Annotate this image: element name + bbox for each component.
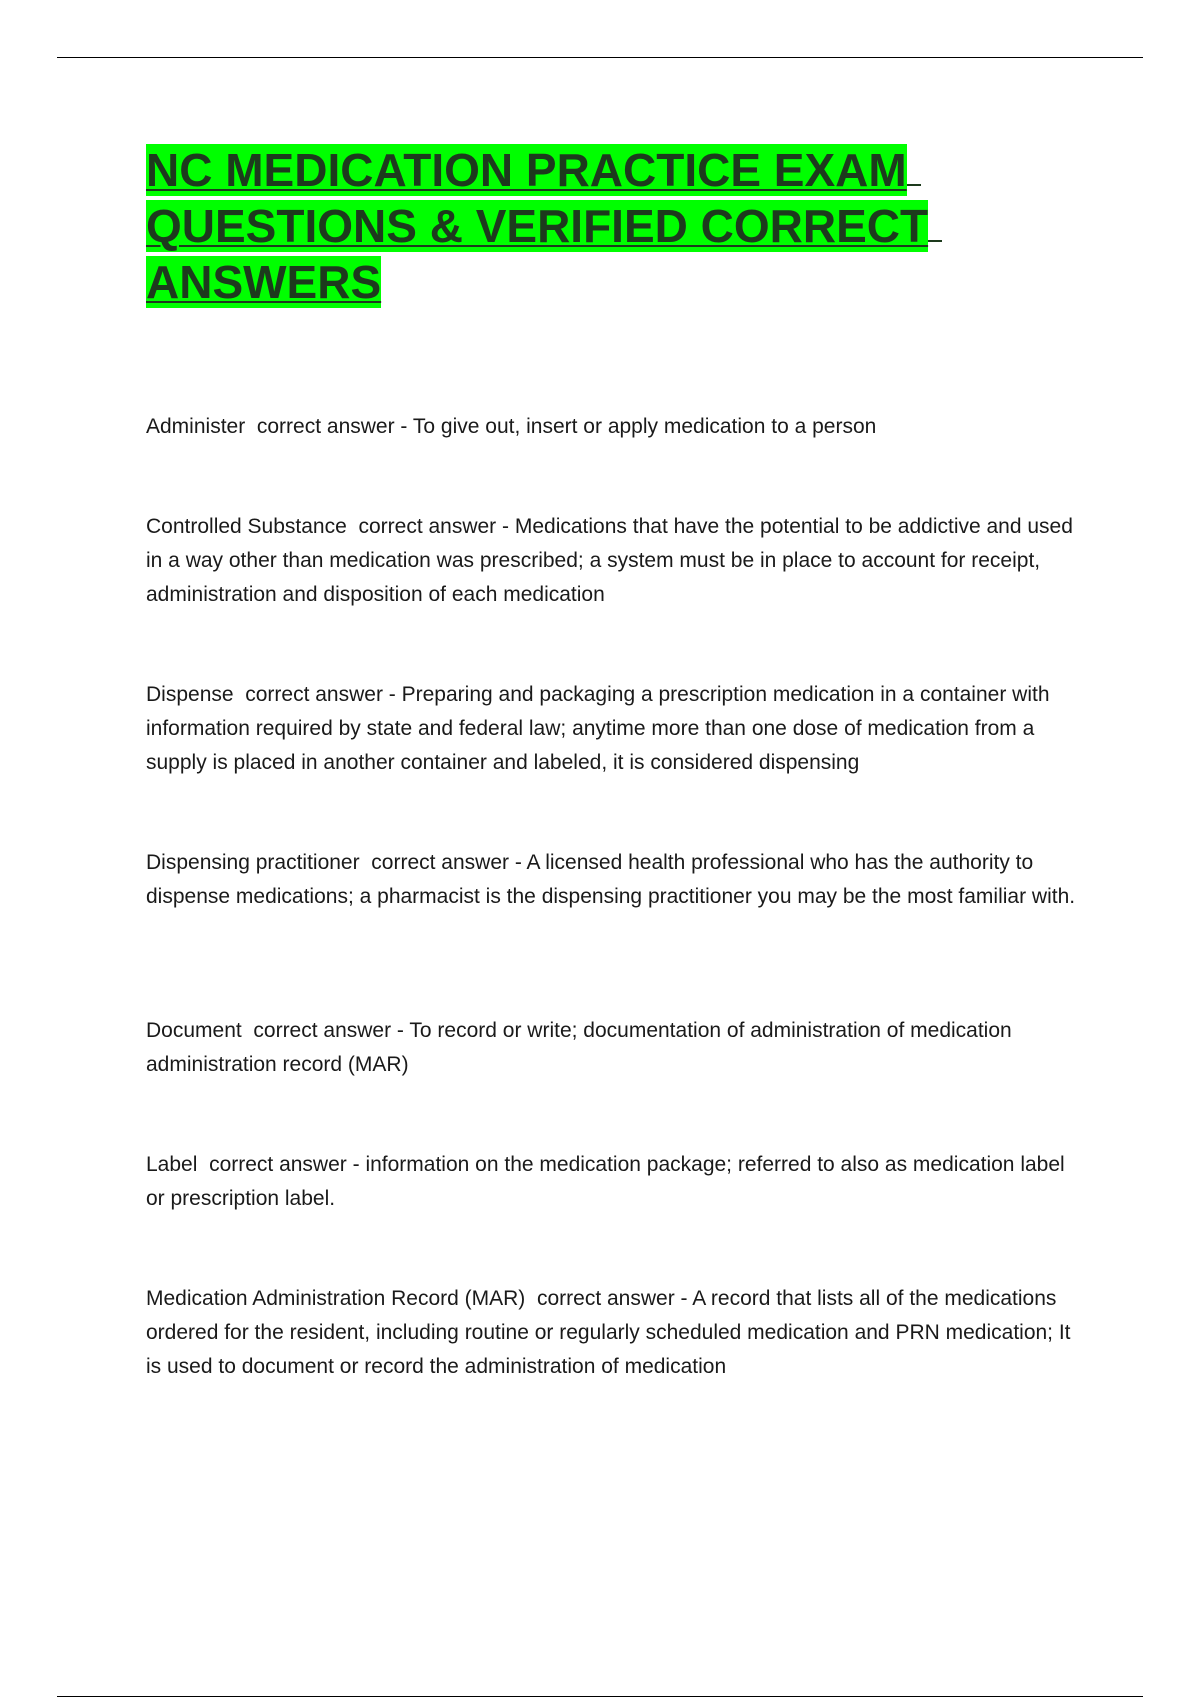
header-rule (57, 57, 1143, 58)
entry-term: Controlled Substance (146, 515, 347, 538)
entry-term: Medication Administration Record (MAR) (146, 1287, 526, 1310)
document-title (146, 142, 1006, 310)
qa-entry-label (146, 1148, 1086, 1216)
entry-connector: correct answer - (209, 1153, 360, 1176)
entry-connector: correct answer - (371, 851, 522, 874)
entry-definition: To give out, insert or apply medication to a person (412, 415, 877, 438)
entry-term: Label (146, 1153, 198, 1176)
footer-rule (57, 1696, 1143, 1697)
title-line: NC MEDICATION PRACTICE EXAM (146, 142, 1006, 198)
title-line: QUESTIONS & VERIFIED CORRECT (146, 198, 1006, 254)
entry-connector: correct answer - (253, 1019, 404, 1042)
entry-definition: Medications that have the potential to be addictive and used in a way other than medication was prescribed; a system must be in place to account for receipt, administration and disposition of each medication (146, 515, 1073, 606)
title-line: ANSWERS (146, 256, 382, 308)
entry-connector: correct answer - (358, 515, 510, 538)
entry-definition: information on the medication package; referred to also as medication label or prescription label. (146, 1153, 1065, 1210)
entry-definition: To record or write; documentation of administration of medication administration record (MAR) (146, 1019, 1012, 1076)
qa-entry-dispense (146, 678, 1086, 780)
qa-entry-mar (146, 1282, 1086, 1384)
entry-definition: A licensed health professional who has the authority to dispense medications; a pharmacist is the dispensing practitioner you may be the most familiar with. (146, 851, 1076, 908)
entry-term: Dispensing practitioner (146, 851, 360, 874)
qa-entry-document (146, 1014, 1086, 1082)
qa-entry-controlled-substance (146, 510, 1086, 612)
entry-term: Document (146, 1019, 242, 1042)
entry-definition: Preparing and packaging a prescription medication in a container with information required by state and federal law; anytime more than one dose of medication from a supply is placed in another container and labeled, it is considered dispensing (146, 683, 1050, 774)
entry-connector: correct answer - (256, 415, 408, 438)
entry-term: Dispense (146, 683, 234, 706)
qa-entry-dispensing-practitioner (146, 846, 1086, 914)
entry-connector: correct answer - (245, 683, 396, 706)
entry-term: Administer (146, 415, 246, 438)
qa-entry-administer (146, 410, 1086, 444)
entry-definition: A record that lists all of the medications ordered for the resident, including routine or regularly scheduled medication and PRN medication; It is used to document or record the administration of medication (146, 1287, 1071, 1378)
entry-connector: correct answer - (536, 1287, 688, 1310)
